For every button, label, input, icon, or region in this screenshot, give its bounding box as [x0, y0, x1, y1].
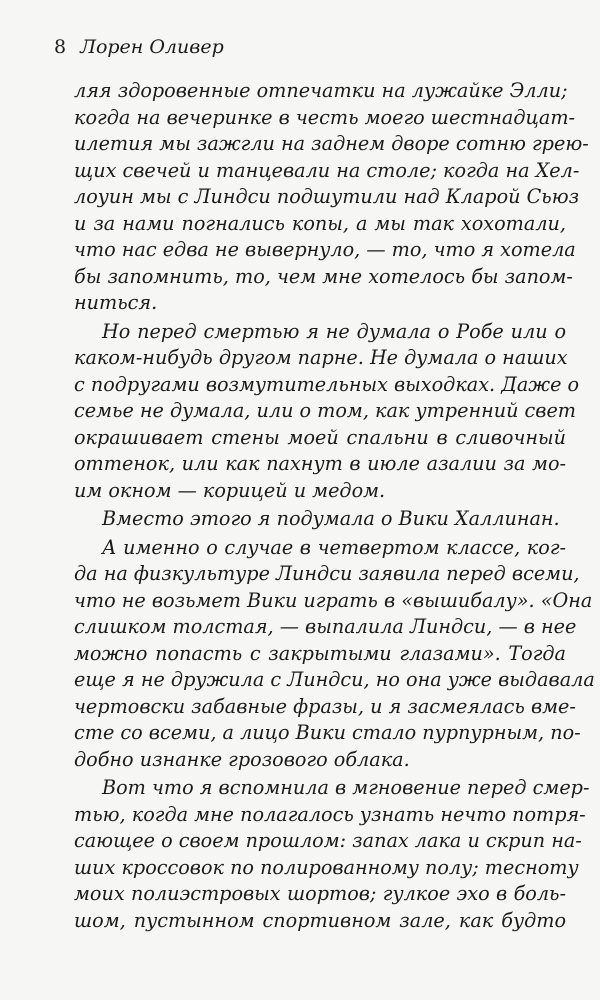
running-head	[54, 36, 224, 58]
text-line: семье не думала, или о том, как утренний свет	[74, 399, 577, 422]
text-line: шом, пустынном спортивном зале, как будто	[74, 908, 566, 932]
text-line: ших кроссовок по полированному полу; тесноту	[74, 855, 579, 879]
text-line: Вместо этого я подумала о Вики Халлинан.	[102, 507, 560, 530]
text-line: что нас едва не вывернуло, — то, что я хотела	[74, 238, 576, 261]
text-line: тью, когда мне полагалось узнать нечто потря-	[74, 802, 586, 826]
text-line: ниться.	[74, 291, 158, 314]
text-line: слишком толстая, — выпалила Линдси, — в нее	[74, 615, 577, 638]
text-line: оттенок, или как пахнут в июле азалии за мо-	[74, 452, 566, 475]
paragraph-5	[74, 775, 590, 934]
text-line: ляя здоровенные отпечатки на лужайке Элли;	[74, 79, 568, 102]
author-name: Лорен Оливер	[80, 36, 224, 58]
text-line: сающее о своем прошлом: запах лака и скрип на-	[74, 829, 582, 852]
text-line: что не возьмет Вики играть в «вышибалу». «Она	[74, 588, 593, 612]
text-line: им окном — корицей и медом.	[74, 478, 386, 502]
text-line: добно изнанке грозового облака.	[74, 747, 410, 771]
text-line: и за нами погнались копы, а мы так хохотали,	[74, 211, 566, 235]
text-line: можно попасть с закрытыми глазами». Тогда	[74, 641, 566, 665]
text-line: каком-нибудь другом парне. Не думала о наших	[74, 346, 568, 369]
text-line: бы запомнить, то, чем мне хотелось бы запом-	[74, 264, 573, 288]
text-line: чертовски забавные фразы, и я засмеялась вме-	[74, 694, 576, 718]
text-line: А именно о случае в четвертом классе, ког-	[102, 535, 566, 559]
text-line: когда на вечеринке в честь моего шестнадцат-	[74, 105, 576, 129]
text-line: илетия мы зажгли на заднем дворе сотню грею-	[74, 132, 589, 155]
text-line: еще я не дружила с Линдси, но она уже выдавала	[74, 668, 595, 691]
text-line: лоуин мы с Линдси подшутили над Кларой Сьюз	[74, 185, 580, 208]
text-line: моих полиэстровых шортов; гулкое эхо в боль-	[74, 882, 566, 905]
paragraph-3	[74, 506, 566, 533]
text-line: сте со всеми, а лицо Вики стало пурпурным, по-	[74, 721, 581, 744]
text-line: Но перед смертью я не думала о Робе или о	[102, 319, 566, 343]
paragraph-2	[74, 319, 580, 505]
body-text	[74, 78, 595, 936]
paragraph-4	[74, 535, 595, 774]
paragraph-1	[74, 78, 589, 317]
page-number: 8	[54, 36, 67, 58]
text-line: да на физкультуре Линдси заявила перед всеми,	[74, 562, 580, 585]
text-line: щих свечей и танцевали на столе; когда на Хел-	[74, 158, 580, 182]
text-line: Вот что я вспомнила в мгновение перед смер-	[102, 776, 590, 799]
text-line: окрашивает стены моей спальни в сливочный	[74, 425, 566, 449]
text-line: с подругами возмутительных выходках. Даже о	[74, 372, 580, 396]
